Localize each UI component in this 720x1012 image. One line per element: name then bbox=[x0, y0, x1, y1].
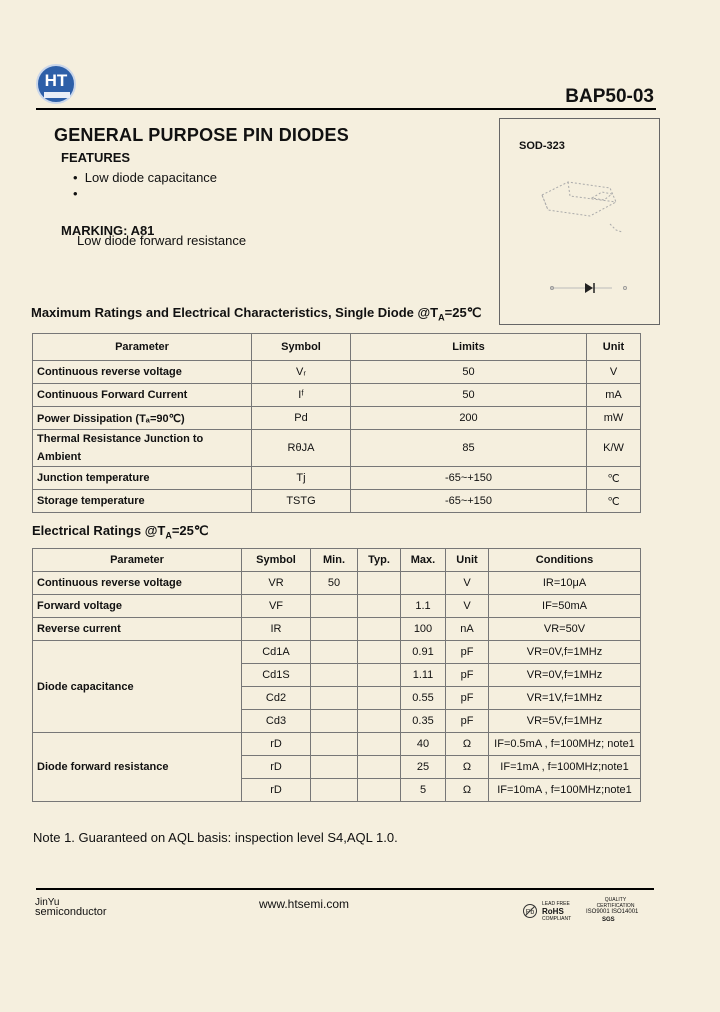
cond-cell: VR=1V,f=1MHz bbox=[489, 687, 641, 710]
limit-cell: 50 bbox=[351, 361, 587, 384]
cond-cell: IF=10mA , f=100MHz;note1 bbox=[489, 779, 641, 802]
header-divider bbox=[36, 108, 656, 110]
min-cell bbox=[311, 687, 358, 710]
min-cell bbox=[311, 779, 358, 802]
unit-cell: Ω bbox=[446, 733, 489, 756]
symbol-cell: rD bbox=[242, 733, 311, 756]
symbol-cell: IR bbox=[242, 618, 311, 641]
unit-cell: V bbox=[587, 361, 641, 384]
param-cell: Storage temperature bbox=[33, 490, 252, 513]
param-cell: Forward voltage bbox=[33, 595, 242, 618]
typ-cell bbox=[358, 710, 401, 733]
col-header: Unit bbox=[446, 549, 489, 572]
param-cell: Reverse current bbox=[33, 618, 242, 641]
unit-cell: mA bbox=[587, 384, 641, 407]
max-cell bbox=[401, 572, 446, 595]
col-header: Symbol bbox=[252, 334, 351, 361]
param-cell: Diode capacitance bbox=[33, 641, 242, 733]
param-cell: Continuous reverse voltage bbox=[33, 361, 252, 384]
marking-label: MARKING: A81 bbox=[61, 223, 155, 238]
table-row bbox=[33, 595, 641, 618]
unit-cell: pF bbox=[446, 710, 489, 733]
param-cell: Power Dissipation (Tₐ=90℃) bbox=[33, 407, 252, 430]
unit-cell: V bbox=[446, 572, 489, 595]
max-cell: 1.1 bbox=[401, 595, 446, 618]
cond-cell: IF=1mA , f=100MHz;note1 bbox=[489, 756, 641, 779]
logo-text: HT bbox=[44, 71, 68, 90]
col-header: Typ. bbox=[358, 549, 401, 572]
max-cell: 1.11 bbox=[401, 664, 446, 687]
table-row bbox=[33, 733, 641, 756]
company-sub: semiconductor bbox=[35, 906, 107, 918]
limit-cell: 50 bbox=[351, 384, 587, 407]
elec-ratings-table bbox=[32, 548, 641, 802]
symbol-cell: RθJA bbox=[252, 430, 351, 467]
unit-cell: nA bbox=[446, 618, 489, 641]
cond-cell: VR=0V,f=1MHz bbox=[489, 664, 641, 687]
max-cell: 0.55 bbox=[401, 687, 446, 710]
symbol-cell: Vᵣ bbox=[252, 361, 351, 384]
param-cell: Junction temperature bbox=[33, 467, 252, 490]
typ-cell bbox=[358, 595, 401, 618]
table-row bbox=[33, 361, 641, 384]
cert-sgs: SGS bbox=[602, 917, 615, 923]
unit-cell: mW bbox=[587, 407, 641, 430]
param-cell: Diode forward resistance bbox=[33, 733, 242, 802]
table-row bbox=[33, 407, 641, 430]
min-cell bbox=[311, 756, 358, 779]
typ-cell bbox=[358, 641, 401, 664]
features-heading: FEATURES bbox=[61, 150, 131, 165]
col-header: Min. bbox=[311, 549, 358, 572]
col-header: Symbol bbox=[242, 549, 311, 572]
lead-free-icon bbox=[522, 903, 538, 919]
package-label: SOD-323 bbox=[519, 140, 565, 152]
min-cell: 50 bbox=[311, 572, 358, 595]
cert-rohs: RoHS bbox=[542, 907, 564, 916]
max-ratings-table bbox=[32, 333, 641, 513]
diode-symbol-icon bbox=[550, 283, 627, 293]
cert-quality: QUALITY CERTIFICATION bbox=[596, 897, 635, 909]
max-ratings-title: Maximum Ratings and Electrical Characteristics, Single Diode $@T_A=25℃$ bbox=[31, 305, 482, 323]
website-link[interactable]: www.htsemi.com bbox=[259, 897, 350, 911]
note-text: Note 1. Guaranteed on AQL basis: inspection level S4,AQL 1.0. bbox=[33, 830, 398, 845]
limit-cell: -65~+150 bbox=[351, 467, 587, 490]
page-title: GENERAL PURPOSE PIN DIODES bbox=[54, 125, 349, 145]
cond-cell: IR=10μA bbox=[489, 572, 641, 595]
typ-cell bbox=[358, 779, 401, 802]
max-cell: 40 bbox=[401, 733, 446, 756]
symbol-cell: Cd2 bbox=[242, 687, 311, 710]
certification-badges bbox=[520, 897, 645, 925]
param-cell: Continuous reverse voltage bbox=[33, 572, 242, 595]
symbol-cell: Cd1S bbox=[242, 664, 311, 687]
symbol-cell: VR bbox=[242, 572, 311, 595]
typ-cell bbox=[358, 733, 401, 756]
min-cell bbox=[311, 641, 358, 664]
max-cell: 5 bbox=[401, 779, 446, 802]
elec-ratings-title: Electrical Ratings $@T_A=25℃$ bbox=[32, 523, 209, 541]
symbol-cell: VF bbox=[242, 595, 311, 618]
cert-lead-free: LEAD FREE bbox=[542, 901, 570, 907]
table-row bbox=[33, 490, 641, 513]
max-cell: 100 bbox=[401, 618, 446, 641]
min-cell bbox=[311, 618, 358, 641]
table-row bbox=[33, 641, 641, 664]
table-row bbox=[33, 467, 641, 490]
unit-cell: Ω bbox=[446, 756, 489, 779]
symbol-cell: rD bbox=[242, 756, 311, 779]
company-name: JinYu bbox=[35, 897, 60, 908]
min-cell bbox=[311, 710, 358, 733]
min-cell bbox=[311, 664, 358, 687]
col-header: Conditions bbox=[489, 549, 641, 572]
unit-cell: pF bbox=[446, 664, 489, 687]
typ-cell bbox=[358, 618, 401, 641]
cond-cell: VR=5V,f=1MHz bbox=[489, 710, 641, 733]
max-cell: 0.35 bbox=[401, 710, 446, 733]
table-row bbox=[33, 384, 641, 407]
part-number: BAP50-03 bbox=[565, 86, 654, 107]
col-header: Max. bbox=[401, 549, 446, 572]
feature-item: • bbox=[73, 186, 85, 201]
unit-cell: Ω bbox=[446, 779, 489, 802]
col-header: Unit bbox=[587, 334, 641, 361]
col-header: Parameter bbox=[33, 334, 252, 361]
unit-cell: pF bbox=[446, 641, 489, 664]
typ-cell bbox=[358, 687, 401, 710]
unit-cell: V bbox=[446, 595, 489, 618]
cond-cell: IF=0.5mA , f=100MHz; note1 bbox=[489, 733, 641, 756]
min-cell bbox=[311, 595, 358, 618]
table-header-row bbox=[33, 334, 641, 361]
max-cell: 25 bbox=[401, 756, 446, 779]
feature-item: • Low diode capacitance bbox=[73, 170, 218, 185]
symbol-cell: Tj bbox=[252, 467, 351, 490]
typ-cell bbox=[358, 572, 401, 595]
symbol-cell: Cd3 bbox=[242, 710, 311, 733]
symbol-cell: Cd1A bbox=[242, 641, 311, 664]
limit-cell: 200 bbox=[351, 407, 587, 430]
symbol-cell: Pd bbox=[252, 407, 351, 430]
logo-sub bbox=[44, 92, 70, 98]
typ-cell bbox=[358, 664, 401, 687]
param-cell: Thermal Resistance Junction to Ambient bbox=[33, 430, 252, 467]
unit-cell: ℃ bbox=[587, 467, 641, 490]
table-row bbox=[33, 572, 641, 595]
table-row bbox=[33, 430, 641, 467]
cond-cell: VR=0V,f=1MHz bbox=[489, 641, 641, 664]
cert-compliant: COMPLIANT bbox=[542, 916, 572, 922]
table-header-row bbox=[33, 549, 641, 572]
svg-text:Pb: Pb bbox=[525, 909, 535, 916]
min-cell bbox=[311, 733, 358, 756]
cond-cell: IF=50mA bbox=[489, 595, 641, 618]
limit-cell: -65~+150 bbox=[351, 490, 587, 513]
col-header: Limits bbox=[351, 334, 587, 361]
feature-extra: Low diode forward resistance bbox=[77, 233, 247, 248]
limit-cell: 85 bbox=[351, 430, 587, 467]
unit-cell: pF bbox=[446, 687, 489, 710]
typ-cell bbox=[358, 756, 401, 779]
param-cell: Continuous Forward Current bbox=[33, 384, 252, 407]
package-drawing bbox=[530, 170, 630, 300]
symbol-cell: Iᶠ bbox=[252, 384, 351, 407]
footer-divider bbox=[36, 888, 654, 890]
cond-cell: VR=50V bbox=[489, 618, 641, 641]
company-logo bbox=[36, 64, 76, 104]
table-row bbox=[33, 618, 641, 641]
col-header: Parameter bbox=[33, 549, 242, 572]
max-cell: 0.91 bbox=[401, 641, 446, 664]
unit-cell: ℃ bbox=[587, 490, 641, 513]
cert-iso: ISO9001 ISO14001 bbox=[586, 909, 639, 915]
unit-cell: K/W bbox=[587, 430, 641, 467]
symbol-cell: TSTG bbox=[252, 490, 351, 513]
symbol-cell: rD bbox=[242, 779, 311, 802]
